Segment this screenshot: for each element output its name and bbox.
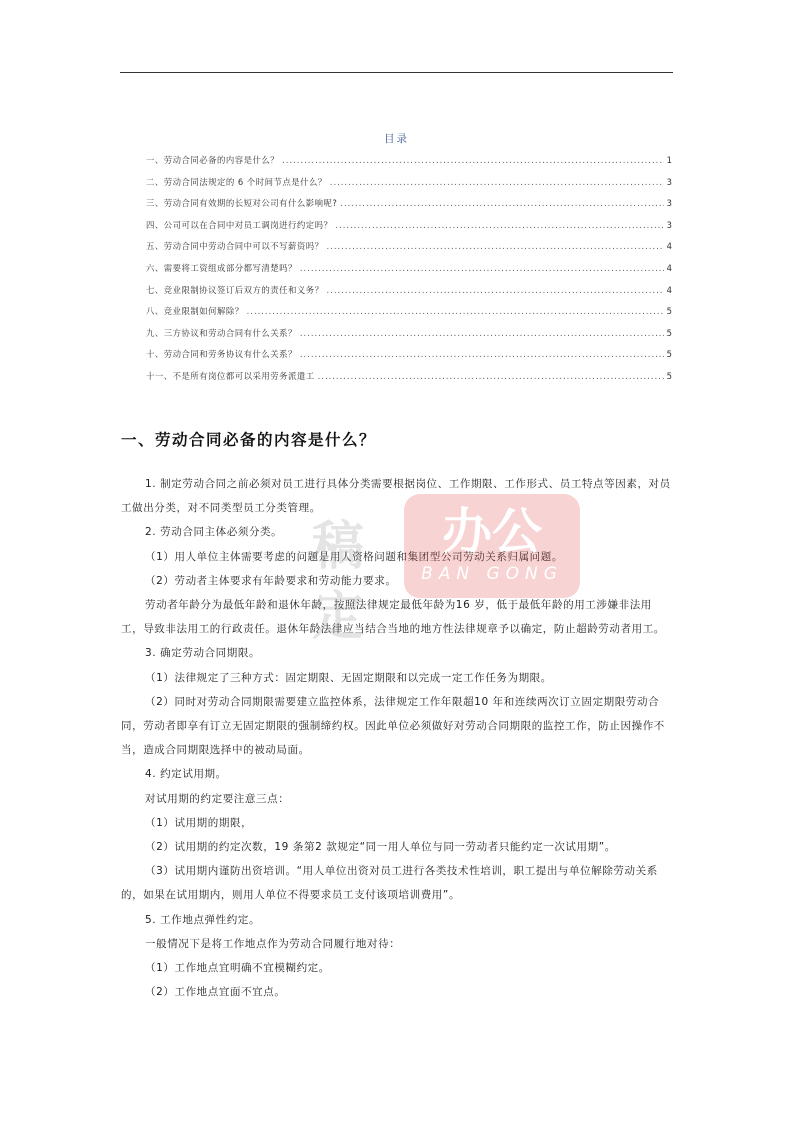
toc-leader-dots <box>300 263 664 273</box>
section-heading: 一、劳动合同必备的内容是什么？ <box>121 431 377 449</box>
toc-entry[interactable] <box>146 327 672 349</box>
paragraph: 1. 制定劳动合同之前必须对员工进行具体分类需要根据岗位、工作期限、工作形式、员工特点等因素，对员工做出分类，对不同类型员工分类管理。 <box>121 478 671 515</box>
toc-entry-page: 5 <box>666 370 672 381</box>
toc-leader-dots <box>318 371 664 381</box>
toc-leader-dots <box>327 241 664 251</box>
section-body <box>121 472 674 1004</box>
toc-entry-page: 3 <box>666 198 672 209</box>
paragraph: （1）用人单位主体需要考虑的问题是用人资格问题和集团型公司劳动关系归属问题。 <box>145 550 563 563</box>
toc-entry[interactable] <box>146 219 672 241</box>
toc-leader-dots <box>327 285 664 295</box>
paragraph: 对试用期的约定要注意三点： <box>145 792 290 805</box>
toc-title: 目录 <box>384 133 409 145</box>
toc-entry-text: 一、劳动合同必备的内容是什么？ <box>146 155 280 165</box>
paragraph: （2）劳动者主体要求有年龄要求和劳动能力要求。 <box>145 574 397 587</box>
toc-entry-page: 3 <box>666 176 672 187</box>
toc-entry-page: 3 <box>666 219 672 230</box>
toc-entry[interactable] <box>146 154 672 176</box>
toc-entry[interactable] <box>146 197 672 219</box>
paragraph: （2）试用期的约定次数，19 条第2 款规定“同一用人单位与同一劳动者只能约定一次试用期”。 <box>145 841 616 854</box>
toc-leader-dots <box>282 155 664 165</box>
toc-entry[interactable] <box>146 348 672 370</box>
paragraph: （1）工作地点宜明确不宜模糊约定。 <box>145 962 330 975</box>
toc-entry-text: 十、劳动合同和劳务协议有什么关系？ <box>146 349 297 360</box>
toc-entry[interactable] <box>146 262 672 284</box>
paragraph: 4. 约定试用期。 <box>145 768 227 781</box>
toc-entry-text: 八、竞业限制如何解除？ <box>146 306 244 317</box>
toc-entry-page: 5 <box>666 327 672 338</box>
header-rule <box>120 72 673 73</box>
paragraph: 5. 工作地点弹性约定。 <box>145 913 261 926</box>
toc-entry-page: 4 <box>666 284 672 295</box>
toc-leader-dots <box>300 328 664 338</box>
toc-leader-dots <box>300 349 664 359</box>
paragraph: 一般情况下是将工作地点作为劳动合同履行地对待： <box>145 937 401 950</box>
toc-entry-text: 七、竞业限制协议签订后双方的责任和义务？ <box>146 284 324 295</box>
toc-entry[interactable] <box>146 284 672 306</box>
toc-entry-page: 4 <box>666 262 672 273</box>
toc-leader-dots <box>340 198 663 208</box>
toc-entry-page: 5 <box>666 349 672 360</box>
paragraph: （2）工作地点宜面不宜点。 <box>145 986 286 999</box>
toc-entry[interactable] <box>146 370 672 392</box>
toc-entry[interactable] <box>146 176 672 198</box>
toc-entry-text: 二、劳动合同法规定的 6 个时间节点是什么？ <box>146 176 327 187</box>
paragraph: （3）试用期内谨防出资培训。“用人单位出资对员工进行各类技术性培训，职工提出与单位解除劳动关系的，如果在试用期内，则用人单位不得要求员工支付该项培训费用”。 <box>121 865 658 902</box>
toc-entry-page: 1 <box>666 155 672 165</box>
toc-leader-dots <box>247 306 664 316</box>
toc-entry-text: 四、公司可以在合同中对员工调岗进行约定吗？ <box>146 219 333 230</box>
paragraph: （2）同时对劳动合同期限需要建立监控体系，法律规定工作年限超10 年和连续两次订立固定期限劳动合同，劳动者即享有订立无固定期限的强制缔约权。因此单位必须做好对劳动合同期限的监控工作，防止因操作不当，造成合同期限选择中的被动局面。 <box>121 695 665 757</box>
toc-entry-text: 九、三方协议和劳动合同有什么关系？ <box>146 327 297 338</box>
watermark-left-text: 稿定 <box>312 517 363 647</box>
toc-entry-text: 六、需要将工资组成部分都写清楚吗？ <box>146 262 297 273</box>
watermark-box-chinese: 办公 <box>442 503 542 561</box>
toc-leader-dots <box>330 177 664 187</box>
paragraph: 3. 确定劳动合同期限。 <box>145 647 261 660</box>
toc-entry-page: 5 <box>666 306 672 317</box>
toc-entry-text: 十一、不是所有岗位都可以采用劳务派遣工 <box>146 370 315 381</box>
table-of-contents <box>146 154 672 392</box>
toc-entry[interactable] <box>146 305 672 327</box>
paragraph: （1）试用期的期限， <box>145 816 253 829</box>
watermark-box-english: BAN GONG <box>421 564 563 584</box>
toc-entry-text: 三、劳动合同有效期的长短对公司有什么影响呢? <box>146 198 338 209</box>
toc-leader-dots <box>335 220 663 230</box>
toc-entry-text: 五、劳动合同中劳动合同中可以不写薪资吗？ <box>146 241 324 252</box>
toc-entry-page: 4 <box>666 241 672 252</box>
toc-entry[interactable] <box>146 240 672 262</box>
paragraph: （1）法律规定了三种方式：固定期限、无固定期限和以完成一定工作任务为期限。 <box>145 671 552 684</box>
paragraph: 2. 劳动合同主体必须分类。 <box>145 526 283 539</box>
paragraph: 劳动者年龄分为最低年龄和退休年龄，按照法律规定最低年龄为16 岁，低于最低年龄的用工涉嫌非法用工，导致非法用工的行政责任。退休年龄法律应当结合当地的地方性法律规章予以确定，防止超龄劳动者用工。 <box>121 599 665 636</box>
